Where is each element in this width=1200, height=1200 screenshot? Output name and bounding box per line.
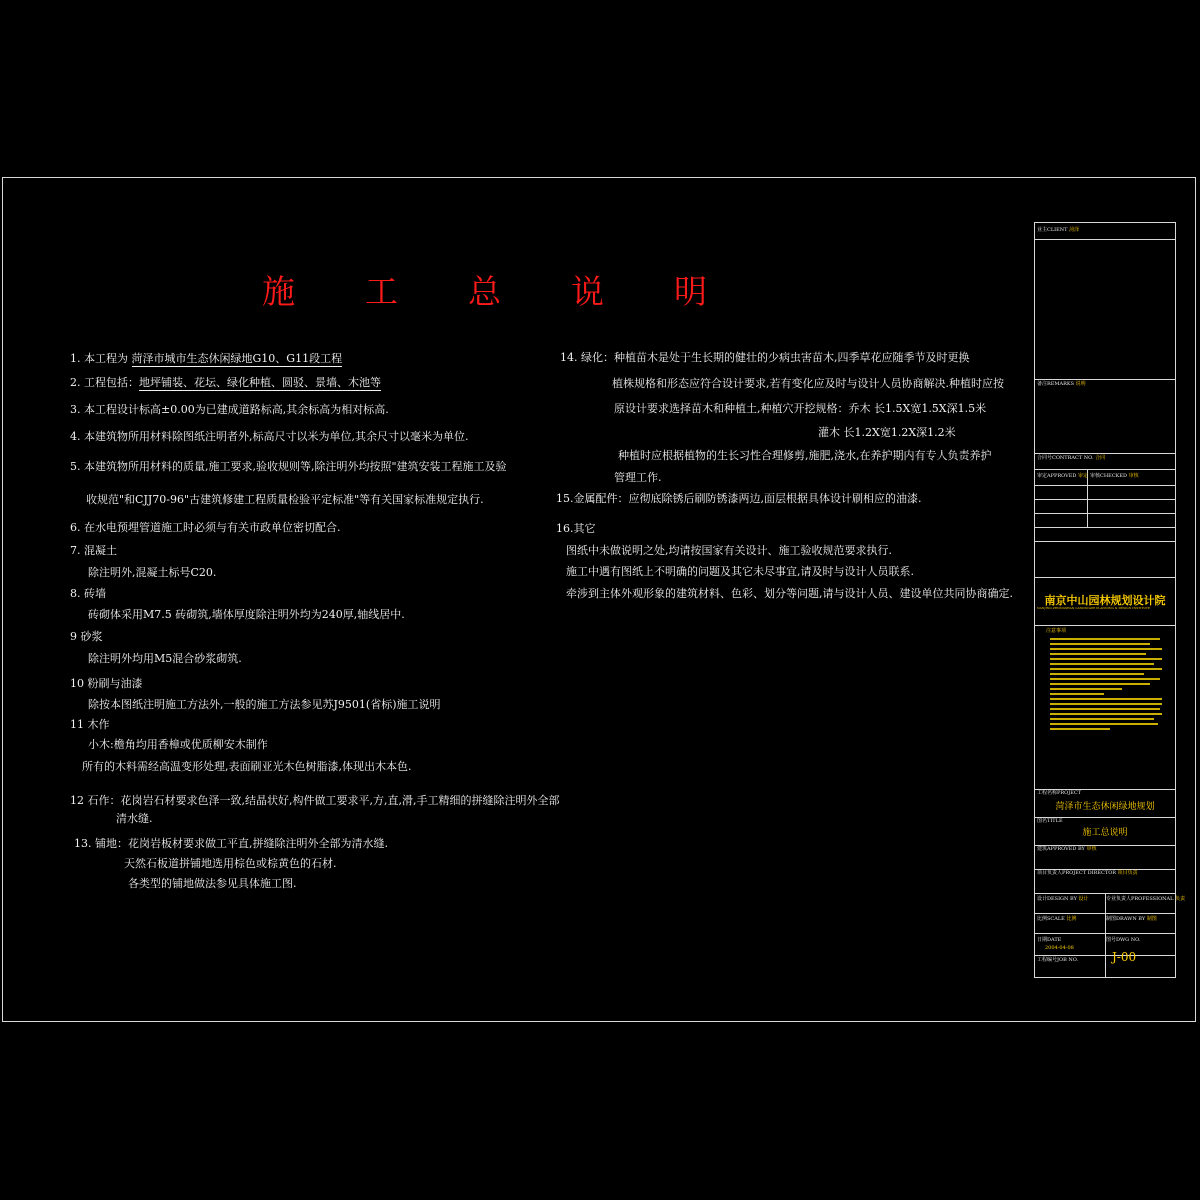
note-1 bbox=[70, 352, 342, 365]
project-name: 菏泽市生态休闲绿地规划 bbox=[1055, 802, 1155, 812]
tb-arch: 建筑APPROVED BY 审核 bbox=[1037, 846, 1097, 852]
tb-dwgno-label: 图号DWG NO. bbox=[1106, 937, 1141, 943]
tb-project-director: 项目负责人PROJECT DIRECTOR 项目负责 bbox=[1037, 870, 1138, 876]
note-10: 10 粉刷与油漆 bbox=[70, 677, 143, 690]
note-8: 8. 砖墙 bbox=[70, 587, 106, 600]
tb-drawing-label: 图名TITLE bbox=[1037, 818, 1063, 824]
tb-divider bbox=[1035, 577, 1175, 578]
note-5-cont: 收规范"和CJJ70-96"古建筑修建工程质量检验平定标准"等有关国家标准规定执行. bbox=[86, 493, 484, 506]
note-11-detail: 小木:檐角均用香樟或优质柳安木制作 bbox=[88, 738, 268, 751]
note-9-detail: 除注明外均用M5混合砂浆砌筑. bbox=[88, 652, 242, 665]
title-char: 施 bbox=[262, 272, 295, 311]
note-13-detail: 天然石板道拼铺地选用棕色或棕黄色的石材. bbox=[124, 857, 337, 870]
note-13: 13. 铺地：花岗岩板材要求做工平直,拼缝除注明外全部为清水缝. bbox=[74, 837, 388, 850]
tb-divider bbox=[1035, 379, 1175, 380]
tb-date: 2004-04-08 bbox=[1045, 945, 1074, 951]
note-11: 11 木作 bbox=[70, 718, 110, 731]
note-2-value: 地坪铺装、花坛、绿化种植、圆驳、景墙、木池等 bbox=[139, 376, 381, 389]
note-6: 6. 在水电预埋管道施工时必须与有关市政单位密切配合. bbox=[70, 521, 341, 534]
tb-divider bbox=[1035, 499, 1175, 500]
tb-divider bbox=[1035, 485, 1175, 486]
note-15: 15.金属配件：应彻底除锈后刷防锈漆两边,面层根据具体设计刷相应的油漆. bbox=[556, 492, 922, 505]
tb-approved: 审定APPROVED 审定 bbox=[1037, 473, 1088, 479]
tb-divider bbox=[1035, 453, 1175, 454]
note-4: 4. 本建筑物所用材料除图纸注明者外,标高尺寸以米为单位,其余尺寸以毫米为单位. bbox=[70, 430, 469, 443]
title-char: 说 bbox=[571, 272, 604, 311]
note-14-detail-3: 灌木 长1.2X宽1.2X深1.2米 bbox=[818, 426, 956, 439]
note-16-detail-3: 牵涉到主体外观形象的建筑材料、色彩、划分等问题,请与设计人员、建设单位共同协商确定. bbox=[566, 587, 1013, 600]
institute-subtitle: NANJING ZHONGSHAN LANDSCAPE PLANNING & DESIGN INSTITUTE bbox=[1037, 606, 1151, 610]
page-title bbox=[262, 266, 707, 313]
tb-date-label: 日期DATE bbox=[1037, 937, 1062, 943]
notes-title: 注意事项 bbox=[1046, 628, 1067, 634]
note-9: 9 砂浆 bbox=[70, 630, 103, 643]
note-3: 3. 本工程设计标高±0.00为已建成道路标高,其余标高为相对标高. bbox=[70, 403, 389, 416]
note-14-detail: 植株规格和形态应符合设计要求,若有变化应及时与设计人员协商解决.种植时应按 bbox=[612, 377, 1004, 390]
note-5: 5. 本建筑物所用材料的质量,施工要求,验收规则等,除注明外均按照"建筑安装工程施工及验 bbox=[70, 460, 507, 473]
tb-divider bbox=[1035, 239, 1175, 240]
note-10-detail: 除按本图纸注明施工方法外,一般的施工方法参见苏J9501(省标)施工说明 bbox=[88, 698, 441, 711]
tb-design: 设计DESIGN BY 设计 bbox=[1037, 896, 1089, 902]
note-14: 14. 绿化：种植苗木是处于生长期的健壮的少病虫害苗木,四季草花应随季节及时更换 bbox=[560, 351, 970, 364]
tb-professional: 专业负责人PROFESSIONAL 负责 bbox=[1106, 896, 1186, 902]
note-2-label: 2. 工程包括： bbox=[70, 376, 139, 389]
note-16-detail-2: 施工中遇有图纸上不明确的问题及其它未尽事宜,请及时与设计人员联系. bbox=[566, 565, 914, 578]
note-14-detail-5: 管理工作. bbox=[614, 471, 662, 484]
note-1-label: 1. 本工程为 bbox=[70, 352, 128, 365]
tb-contract: 合同号CONTRACT NO. 合同 bbox=[1037, 455, 1106, 461]
title-char: 明 bbox=[674, 272, 707, 311]
note-13-detail-2: 各类型的铺地做法参见具体施工图. bbox=[128, 877, 297, 890]
note-7-detail: 除注明外,混凝土标号C20. bbox=[88, 566, 217, 579]
note-12-cont: 清水缝. bbox=[116, 812, 153, 825]
institute-name: 南京中山园林规划设计院 bbox=[1044, 594, 1166, 607]
tb-divider bbox=[1035, 527, 1175, 528]
notes-text bbox=[1046, 638, 1166, 733]
note-7: 7. 混凝土 bbox=[70, 544, 117, 557]
note-12: 12 石作：花岗岩石材要求色泽一致,结晶状好,构件做工要求平,方,直,滑,手工精细的拼缝除注明外全部 bbox=[70, 794, 560, 807]
title-char: 工 bbox=[365, 272, 398, 311]
tb-project-label: 工程名称PROJECT bbox=[1037, 790, 1082, 796]
note-11-detail-2: 所有的木料需经高温变形处理,表面刷亚光木色树脂漆,体现出木本色. bbox=[82, 760, 412, 773]
tb-divider bbox=[1105, 893, 1106, 977]
tb-divider bbox=[1035, 469, 1175, 470]
note-8-detail: 砖砌体采用M7.5 砖砌筑,墙体厚度除注明外均为240厚,轴线居中. bbox=[88, 608, 405, 621]
tb-client: 业主CLIENT 菏泽 bbox=[1037, 227, 1080, 233]
title-char: 总 bbox=[468, 272, 501, 311]
tb-remarks: 备注REMARKS 说明 bbox=[1037, 381, 1086, 387]
drawing-number: J-00 bbox=[1112, 950, 1137, 964]
tb-divider bbox=[1035, 513, 1175, 514]
note-1-value: 菏泽市城市生态休闲绿地G10、G11段工程 bbox=[131, 352, 343, 365]
tb-drawn: 制图DRAWN BY 制图 bbox=[1106, 916, 1157, 922]
note-14-detail-4: 种植时应根据植物的生长习性合理修剪,施肥,浇水,在养护期内有专人负责养护 bbox=[618, 449, 992, 462]
note-16-detail: 图纸中未做说明之处,均请按国家有关设计、施工验收规范要求执行. bbox=[566, 544, 892, 557]
tb-scale: 比例SCALE 比例 bbox=[1037, 916, 1077, 922]
tb-job-label: 工程编号JOB NO. bbox=[1037, 957, 1079, 963]
note-16: 16.其它 bbox=[556, 522, 596, 535]
tb-divider bbox=[1035, 625, 1175, 626]
tb-divider bbox=[1035, 541, 1175, 542]
note-2 bbox=[70, 376, 381, 389]
tb-checked: 审核CHECKED 审核 bbox=[1090, 473, 1139, 479]
note-14-detail-2: 原设计要求选择苗木和种植土,种植穴开挖规格：乔木 长1.5X宽1.5X深1.5米 bbox=[614, 402, 987, 415]
drawing-title: 施工总说明 bbox=[1082, 828, 1128, 838]
